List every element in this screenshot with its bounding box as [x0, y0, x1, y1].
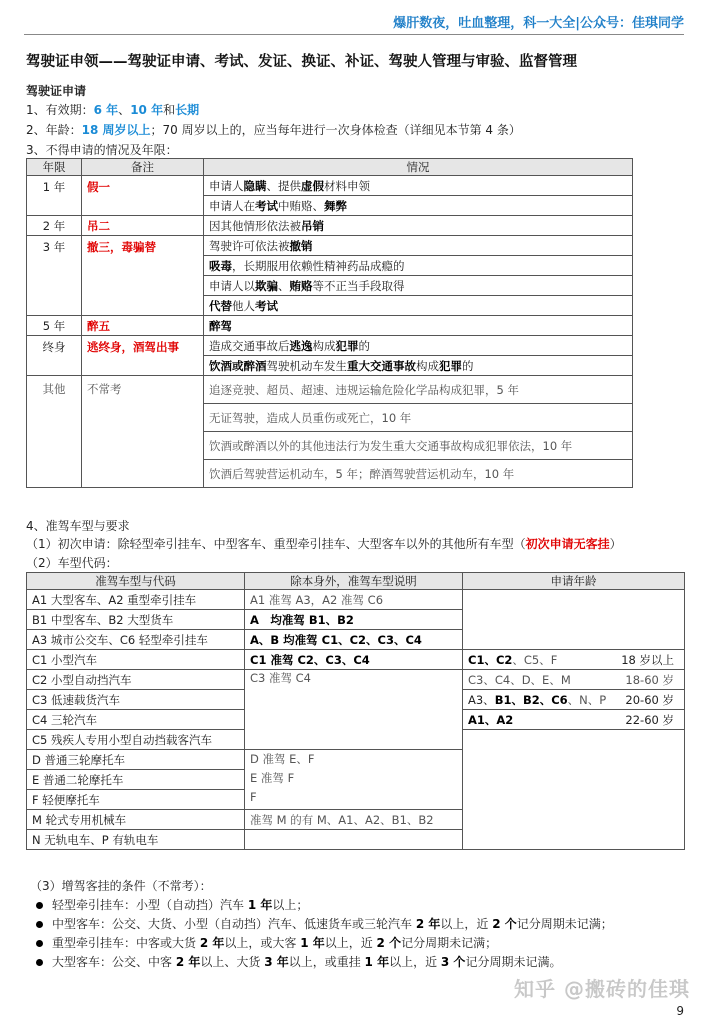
- year-cell: 3 年: [27, 236, 82, 316]
- text: C1、C2: [468, 652, 513, 667]
- vehicle-class-cell: E 普通二轮摩托车: [27, 770, 245, 790]
- first-application-note: [26, 535, 622, 552]
- text: 重型牵引挂车：中客或大货: [52, 936, 200, 950]
- situation-cell: 饮酒后驾驶营运机动车，5 年；醉酒驾驶营运机动车，10 年: [204, 460, 633, 488]
- text: 逃逸: [289, 338, 313, 353]
- col-header: 准驾车型与代码: [27, 573, 245, 590]
- col-header: 除本身外，准驾车型说明: [245, 573, 463, 590]
- text: C3、C4、D、E、M: [468, 672, 571, 687]
- list-item: [36, 896, 613, 915]
- vehicle-class-cell: N 无轨电车、P 有轨电车: [27, 830, 245, 850]
- age-value: 18-60 岁: [625, 672, 674, 687]
- vehicle-class-cell: C1 小型汽车: [27, 650, 245, 670]
- item-restrictions: 3、不得申请的情况及年限：: [26, 143, 178, 157]
- text: 贿赂: [289, 278, 313, 293]
- situation-cell: 醉驾: [204, 316, 633, 336]
- text: 初次申请无客挂: [525, 537, 610, 551]
- situation-cell: [204, 176, 633, 196]
- year-cell: 5 年: [27, 316, 82, 336]
- text: 以上，或重挂: [288, 955, 365, 969]
- text: 18 周岁以上: [81, 123, 151, 137]
- text: 1、有效期：: [26, 103, 94, 117]
- text: 6 年: [93, 103, 119, 117]
- text: 他人: [232, 298, 255, 313]
- age-cell: [463, 690, 685, 710]
- section-heading: 驾驶证申请: [26, 84, 87, 98]
- header-text: 爆肝数夜，吐血整理，科一大全|公众号：佳琪同学: [393, 16, 684, 31]
- table-row: [27, 590, 685, 610]
- text: 和: [163, 103, 176, 117]
- text: 以上，近: [324, 936, 377, 950]
- col-header: 情况: [204, 159, 633, 176]
- text: 申请人以: [209, 278, 255, 293]
- text: ；70 周岁以上的，应当每年进行一次身体检查（详细见本节第 4 条）: [150, 123, 521, 137]
- situation-cell: [204, 256, 633, 276]
- age-value: 18 岁以上: [621, 652, 674, 667]
- conditions-heading: （3）增驾客挂的条件（不常考）：: [30, 879, 212, 893]
- situation-cell: [204, 236, 633, 256]
- permit-cell: A1 准驾 A3，A2 准驾 C6: [245, 590, 463, 610]
- text: 犯罪: [439, 358, 462, 373]
- vehicle-class-cell: C2 小型自动挡汽车: [27, 670, 245, 690]
- table-header-row: [27, 573, 685, 590]
- age-cell: [463, 710, 685, 730]
- permit-cell: 准驾 M 的有 M、A1、A2、B1、B2: [245, 810, 463, 830]
- permit-cell: C3 准驾 C4: [245, 670, 463, 750]
- text: 、C5、F: [512, 652, 558, 667]
- text: 的: [462, 358, 474, 373]
- text: B1、B2、C6: [494, 692, 568, 707]
- restriction-table: [26, 158, 633, 488]
- text: 长期: [175, 103, 200, 117]
- vehicle-class-cell: C4 三轮汽车: [27, 710, 245, 730]
- text: 以上、大货: [200, 955, 265, 969]
- text: 以上，近: [440, 917, 493, 931]
- text: 构成: [416, 358, 439, 373]
- item-age: [26, 121, 521, 138]
- text: 撤销: [289, 238, 313, 253]
- text: 考试: [255, 198, 278, 213]
- text: 、: [278, 278, 290, 293]
- header-divider: [24, 34, 684, 35]
- text: ，长期服用依赖性精神药品成瘾的: [232, 258, 405, 273]
- text: 驾驶机动车发生: [266, 358, 347, 373]
- text: 舞弊: [324, 198, 347, 213]
- situation-cell: 饮酒或醉酒以外的其他违法行为发生重大交通事故构成犯罪依法，10 年: [204, 432, 633, 460]
- situation-cell: [204, 196, 633, 216]
- text: 代替: [209, 298, 232, 313]
- page-header: [0, 0, 708, 32]
- text: 申请人在: [209, 198, 255, 213]
- vehicle-class-cell: A1 大型客车、A2 重型牵引挂车: [27, 590, 245, 610]
- text: 记分周期未记满。: [465, 955, 562, 969]
- text: 2、年龄：: [26, 123, 82, 137]
- permit-cell: A、B 均准驾 C1、C2、C3、C4: [245, 630, 463, 650]
- year-cell: 终身: [27, 336, 82, 376]
- list-item: [36, 934, 613, 953]
- age-value: 20-60 岁: [625, 692, 674, 707]
- text: 记分周期未记满；: [516, 917, 613, 931]
- text: 1 年: [364, 955, 390, 969]
- vehicle-class-cell: B1 中型客车、B2 大型货车: [27, 610, 245, 630]
- text: 以上；: [272, 898, 309, 912]
- situation-cell: [204, 296, 633, 316]
- note-cell: 逃终身，酒驾出事: [82, 336, 204, 376]
- permit-line: F: [250, 790, 257, 804]
- text: 2 个: [492, 917, 517, 931]
- bullet-icon: [36, 940, 43, 947]
- vehicle-class-cell: D 普通三轮摩托车: [27, 750, 245, 770]
- page-title: 驾驶证申领——驾驶证申请、考试、发证、换证、补证、驾驶人管理与审验、监督管理: [26, 54, 577, 70]
- situation-cell: 追逐竞驶、超员、超速、违规运输危险化学品构成犯罪，5 年: [204, 376, 633, 404]
- situation-cell: [204, 276, 633, 296]
- text: 虚假: [301, 178, 324, 193]
- text: 大型客车：公交、中客: [52, 955, 176, 969]
- text: 1 年: [247, 898, 273, 912]
- text: 吸毒: [209, 258, 232, 273]
- col-header: 备注: [82, 159, 204, 176]
- text: 、提供: [266, 178, 301, 193]
- year-cell: 1 年: [27, 176, 82, 216]
- text: 的: [358, 338, 370, 353]
- note-cell: 醉五: [82, 316, 204, 336]
- permit-cell: [245, 750, 463, 810]
- table-row: [27, 216, 633, 236]
- text: A1、A2: [468, 712, 514, 727]
- table-row: [27, 670, 685, 690]
- table-header-row: [27, 159, 633, 176]
- text: 2 年: [415, 917, 441, 931]
- note-cell: 撤三，毒骗替: [82, 236, 204, 316]
- table-row: [27, 336, 633, 356]
- text: 饮酒或醉酒: [209, 358, 267, 373]
- permit-line: E 准驾 F: [250, 771, 295, 785]
- age-cell: [463, 670, 685, 690]
- bullet-icon: [36, 902, 43, 909]
- text: 1 年: [300, 936, 325, 950]
- age-cell: [463, 590, 685, 650]
- text: 构成: [312, 338, 336, 353]
- vehicle-class-table: [26, 572, 685, 850]
- text: 等不正当手段取得: [312, 278, 405, 293]
- vehicle-class-cell: C5 残疾人专用小型自动挡载客汽车: [27, 730, 245, 750]
- text: 中型客车：公交、大货、小型（自动挡）汽车、低速货车或三轮汽车: [52, 917, 416, 931]
- situation-cell: [204, 356, 633, 376]
- year-cell: 2 年: [27, 216, 82, 236]
- text: 轻型牵引挂车：小型（自动挡）汽车: [52, 898, 248, 912]
- text: 因其他情形依法被: [209, 218, 301, 233]
- text: 、: [118, 103, 131, 117]
- age-cell: [463, 650, 685, 670]
- note-cell: 假一: [82, 176, 204, 216]
- section-4-title: 4、准驾车型与要求: [26, 519, 130, 533]
- text: 3 个: [440, 955, 466, 969]
- situation-cell: [204, 336, 633, 356]
- bullet-icon: [36, 921, 43, 928]
- text: 以上，或大客: [224, 936, 301, 950]
- note-cell: 吊二: [82, 216, 204, 236]
- text: 材料申领: [324, 178, 370, 193]
- page-number: 9: [676, 1004, 684, 1018]
- text: 造成交通事故后: [209, 338, 290, 353]
- vehicle-code-heading: （2）车型代码：: [26, 556, 118, 570]
- text: 、N、P: [567, 692, 607, 707]
- age-value: 22-60 岁: [625, 712, 674, 727]
- text: 以上，近: [389, 955, 441, 969]
- item-validity: [26, 101, 199, 118]
- situation-cell: [204, 216, 633, 236]
- text: 3 年: [264, 955, 289, 969]
- vehicle-class-cell: C3 低速载货汽车: [27, 690, 245, 710]
- text: 犯罪: [335, 338, 359, 353]
- conditions-list: [36, 896, 613, 972]
- text: 吊销: [301, 218, 324, 233]
- text: 重大交通事故: [347, 358, 416, 373]
- vehicle-class-cell: F 轻便摩托车: [27, 790, 245, 810]
- list-item: [36, 953, 613, 972]
- permit-cell: [245, 830, 463, 850]
- text: 2 年: [199, 936, 225, 950]
- col-header: 申请年龄: [463, 573, 685, 590]
- list-item: [36, 915, 613, 934]
- table-row: [27, 650, 685, 670]
- col-header: 年限: [27, 159, 82, 176]
- permit-cell: A 均准驾 B1、B2: [245, 610, 463, 630]
- vehicle-class-cell: M 轮式专用机械车: [27, 810, 245, 830]
- text: 2 个: [376, 936, 402, 950]
- note-cell: 不常考: [82, 376, 204, 488]
- age-cell: [463, 730, 685, 850]
- text: 10 年: [130, 103, 164, 117]
- table-row: [27, 236, 633, 256]
- text: A3、: [468, 692, 495, 707]
- table-row: [27, 176, 633, 196]
- situation-cell: 无证驾驶，造成人员重伤或死亡，10 年: [204, 404, 633, 432]
- text: 申请人: [209, 178, 244, 193]
- year-cell: 其他: [27, 376, 82, 488]
- text: 记分周期未记满；: [401, 936, 498, 950]
- watermark: 知乎 @搬砖的佳琪: [514, 977, 690, 1001]
- text: 隐瞒: [243, 178, 267, 193]
- vehicle-class-cell: A3 城市公交车、C6 轻型牵引挂车: [27, 630, 245, 650]
- text: 欺骗: [255, 278, 278, 293]
- permit-line: D 准驾 E、F: [250, 752, 315, 766]
- permit-cell: C1 准驾 C2、C3、C4: [245, 650, 463, 670]
- text: ）: [609, 537, 622, 551]
- bullet-icon: [36, 959, 43, 966]
- text: （1）初次申请：除轻型牵引挂车、中型客车、重型牵引挂车、大型客车以外的其他所有车型（: [26, 537, 526, 551]
- text: 2 年: [175, 955, 201, 969]
- table-row: [27, 376, 633, 404]
- text: 考试: [255, 298, 278, 313]
- table-row: [27, 316, 633, 336]
- text: 中贿赂、: [278, 198, 324, 213]
- text: 驾驶许可依法被: [209, 238, 290, 253]
